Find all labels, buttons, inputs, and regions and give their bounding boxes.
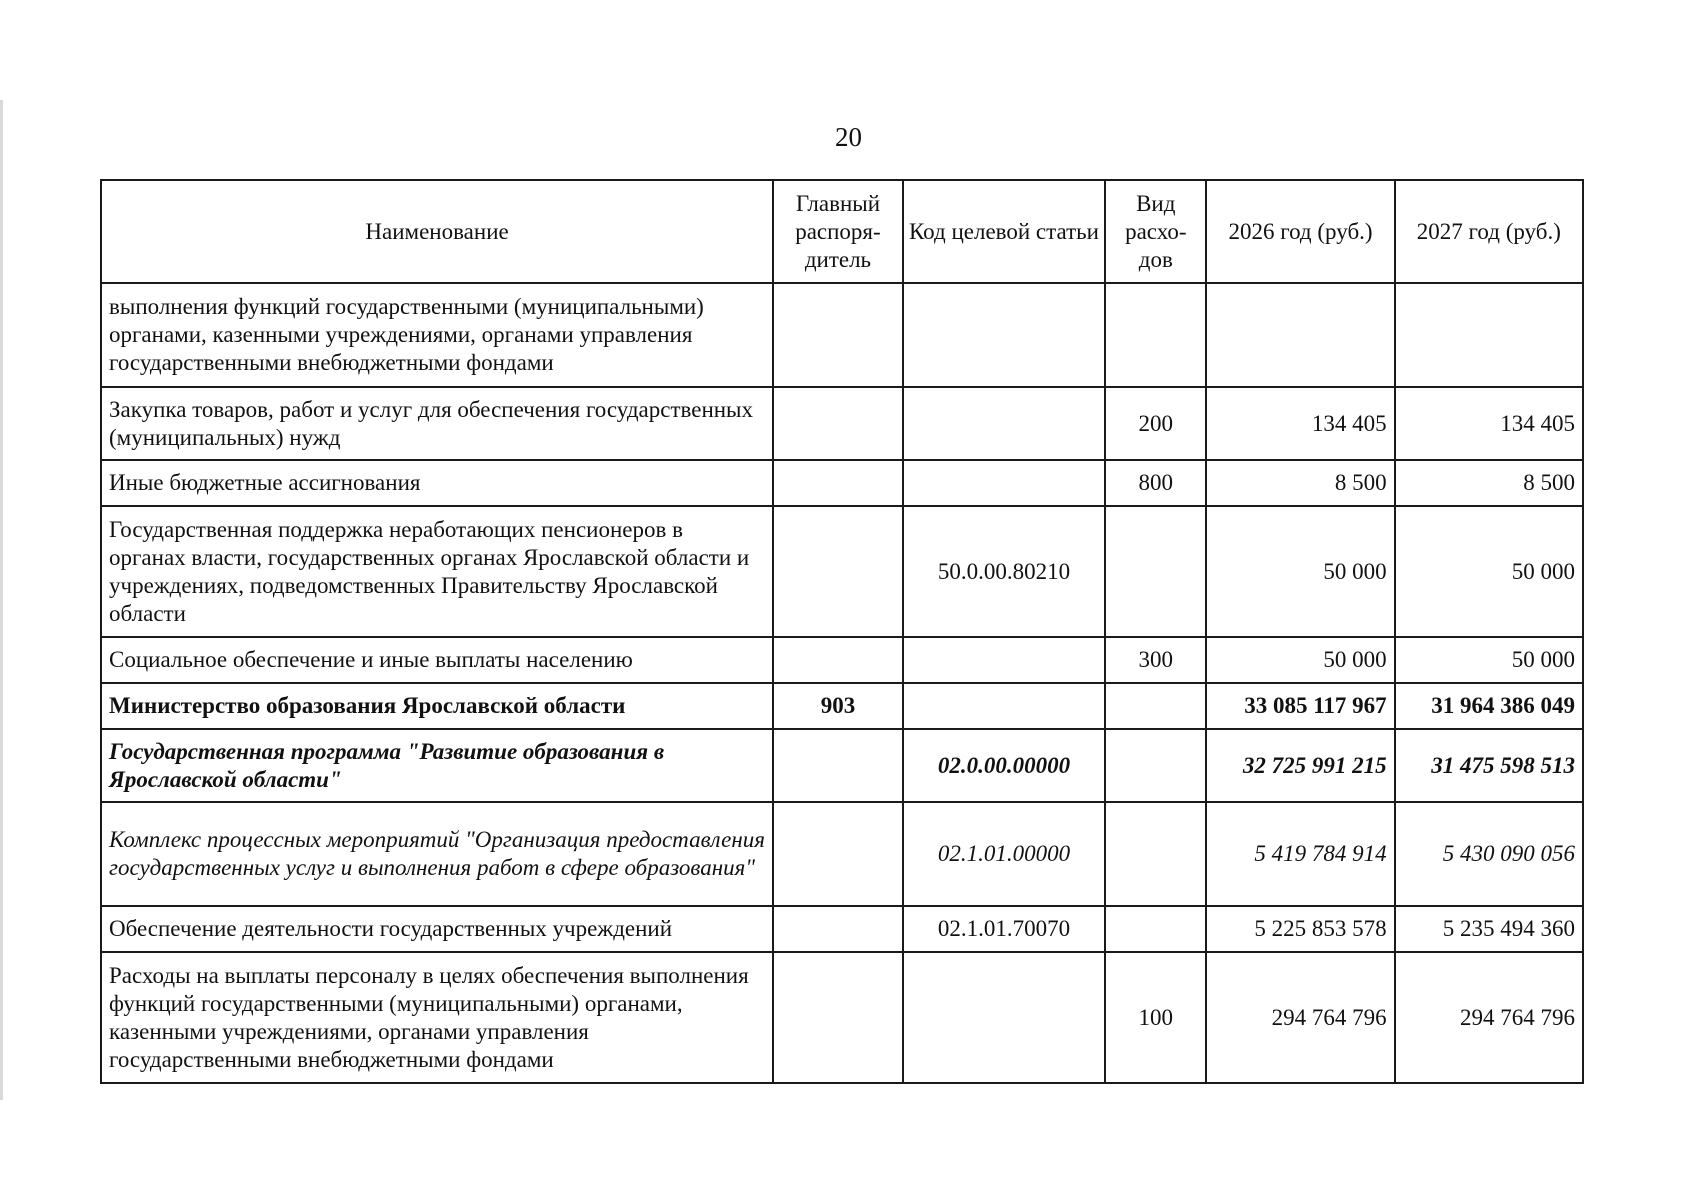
cell-2027: 31 475 598 513 xyxy=(1395,729,1583,802)
cell-vid: 300 xyxy=(1105,637,1206,683)
cell-2026: 33 085 117 967 xyxy=(1206,683,1394,729)
cell-2026: 32 725 991 215 xyxy=(1206,729,1394,802)
cell-kod xyxy=(903,460,1105,506)
table-row xyxy=(101,460,1583,506)
header-2027: 2027 год (руб.) xyxy=(1395,180,1583,283)
cell-glavny xyxy=(773,387,903,460)
header-glavny: Главный распоря-дитель xyxy=(773,180,903,283)
cell-2026: 294 764 796 xyxy=(1206,952,1394,1083)
cell-kod: 02.1.01.00000 xyxy=(903,802,1105,906)
cell-vid: 800 xyxy=(1105,460,1206,506)
cell-vid xyxy=(1105,283,1206,387)
cell-2026: 5 225 853 578 xyxy=(1206,906,1394,952)
cell-glavny xyxy=(773,952,903,1083)
cell-name: Обеспечение деятельности государственных учреждений xyxy=(101,906,773,952)
cell-name: Государственная поддержка неработающих пенсионеров в органах власти, государственных органах Ярославской области и учреждениях, подведомственных Правительству Ярославской области xyxy=(101,506,773,637)
table-row xyxy=(101,729,1583,802)
header-kod: Код целевой статьи xyxy=(903,180,1105,283)
cell-2027: 31 964 386 049 xyxy=(1395,683,1583,729)
cell-2027: 5 430 090 056 xyxy=(1395,802,1583,906)
cell-glavny xyxy=(773,283,903,387)
cell-vid xyxy=(1105,683,1206,729)
cell-glavny xyxy=(773,729,903,802)
cell-kod: 02.1.01.70070 xyxy=(903,906,1105,952)
cell-2027: 294 764 796 xyxy=(1395,952,1583,1083)
cell-vid xyxy=(1105,729,1206,802)
header-name: Наименование xyxy=(101,180,773,283)
cell-glavny xyxy=(773,802,903,906)
cell-2026: 50 000 xyxy=(1206,506,1394,637)
cell-vid xyxy=(1105,506,1206,637)
table-body xyxy=(101,283,1583,1083)
budget-table xyxy=(100,179,1584,1084)
cell-glavny xyxy=(773,460,903,506)
cell-glavny: 903 xyxy=(773,683,903,729)
cell-name: Социальное обеспечение и иные выплаты населению xyxy=(101,637,773,683)
table-row xyxy=(101,387,1583,460)
cell-kod: 02.0.00.00000 xyxy=(903,729,1105,802)
cell-kod xyxy=(903,952,1105,1083)
header-vid: Вид расхо-дов xyxy=(1105,180,1206,283)
cell-2027 xyxy=(1395,283,1583,387)
cell-2027: 50 000 xyxy=(1395,637,1583,683)
page-number: 20 xyxy=(835,122,862,152)
cell-name: Комплекс процессных мероприятий "Организация предоставления государственных услуг и выполнения работ в сфере образования" xyxy=(101,802,773,906)
cell-2027: 5 235 494 360 xyxy=(1395,906,1583,952)
table-row xyxy=(101,283,1583,387)
cell-name: Иные бюджетные ассигнования xyxy=(101,460,773,506)
cell-glavny xyxy=(773,637,903,683)
header-row xyxy=(101,180,1583,283)
table-row xyxy=(101,683,1583,729)
table-row xyxy=(101,802,1583,906)
cell-vid xyxy=(1105,802,1206,906)
cell-2026: 134 405 xyxy=(1206,387,1394,460)
cell-kod xyxy=(903,387,1105,460)
table-row xyxy=(101,952,1583,1083)
cell-name: Расходы на выплаты персоналу в целях обеспечения выполнения функций государственными (муниципальными) органами, казенными учреждениями, органами управления государственными внебюджетными фондами xyxy=(101,952,773,1083)
table-row xyxy=(101,906,1583,952)
cell-kod: 50.0.00.80210 xyxy=(903,506,1105,637)
cell-2026: 8 500 xyxy=(1206,460,1394,506)
cell-2026: 5 419 784 914 xyxy=(1206,802,1394,906)
scan-edge-shadow xyxy=(0,100,3,1100)
cell-name: Закупка товаров, работ и услуг для обеспечения государственных (муниципальных) нужд xyxy=(101,387,773,460)
cell-kod xyxy=(903,283,1105,387)
cell-vid xyxy=(1105,906,1206,952)
table-row xyxy=(101,637,1583,683)
cell-kod xyxy=(903,637,1105,683)
cell-kod xyxy=(903,683,1105,729)
cell-name: Государственная программа "Развитие образования в Ярославской области" xyxy=(101,729,773,802)
cell-2027: 50 000 xyxy=(1395,506,1583,637)
cell-name: выполнения функций государственными (муниципальными) органами, казенными учреждениями, органами управления государственными внебюджетными фондами xyxy=(101,283,773,387)
cell-vid: 200 xyxy=(1105,387,1206,460)
cell-glavny xyxy=(773,506,903,637)
header-2026: 2026 год (руб.) xyxy=(1206,180,1394,283)
cell-vid: 100 xyxy=(1105,952,1206,1083)
cell-2026: 50 000 xyxy=(1206,637,1394,683)
cell-glavny xyxy=(773,906,903,952)
cell-name: Министерство образования Ярославской области xyxy=(101,683,773,729)
table-row xyxy=(101,506,1583,637)
cell-2027: 134 405 xyxy=(1395,387,1583,460)
cell-2027: 8 500 xyxy=(1395,460,1583,506)
table-header xyxy=(101,180,1583,283)
cell-2026 xyxy=(1206,283,1394,387)
